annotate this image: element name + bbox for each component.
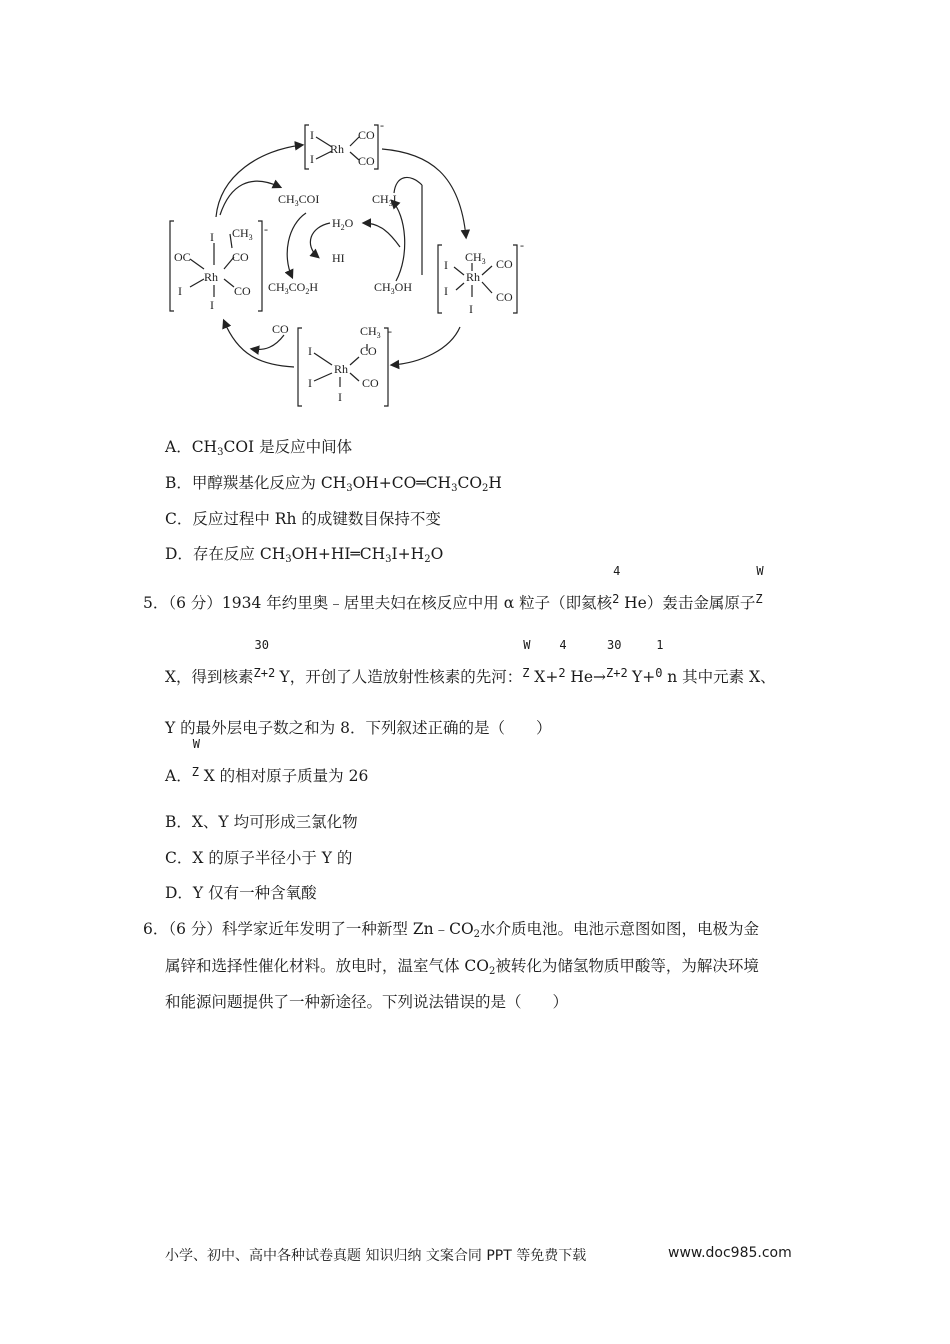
bottom-co: CO xyxy=(362,376,379,390)
bracket xyxy=(305,125,309,169)
left-ch3: $CH_3$ xyxy=(232,226,253,242)
q5-option-b: B．X、Y 均可形成三氯化物 xyxy=(165,813,358,831)
right-i3: I xyxy=(469,302,473,316)
bracket xyxy=(258,221,262,311)
left-oc: OC xyxy=(174,250,191,264)
ch3oh-label: $CH_3OH$ xyxy=(374,280,413,296)
right-charge: - xyxy=(520,238,524,252)
arrow-methanol-to-ch3i xyxy=(392,201,405,281)
bottom-charge: - xyxy=(388,324,392,338)
q5-line-2: X，得到核素 30 Z+2 Y，开创了人造放射性核素的先河： W Z X+ 4 2 He→ 30 Z+2 Y+ 1 0 n 其中元素 X、 xyxy=(165,638,776,686)
arrow-h2o xyxy=(310,223,330,257)
left-i-bottom: I xyxy=(210,298,214,312)
top-co2: CO xyxy=(358,154,375,168)
right-ch3: $CH_3$ xyxy=(465,250,486,266)
top-co1: CO xyxy=(358,128,375,142)
arrow-hi xyxy=(364,223,400,247)
bottom-rh: Rh xyxy=(334,362,349,376)
q5-option-c: C．X 的原子半径小于 Y 的 xyxy=(165,849,353,867)
q5-line-1: 5．（6 分）1934 年约里奥﹣居里夫妇在核反应中用 α 粒子（即氦核 4 2 He）轰击金属原子 W Z xyxy=(143,564,764,612)
bottom-ch3: $CH_3$ xyxy=(360,324,381,340)
bracket xyxy=(170,221,174,311)
q6-line-2: 属锌和选择性催化材料。放电时，温室气体 $CO_2$被转化为储氢物质甲酸等，为解决环境 xyxy=(165,957,759,977)
q6-line-1: 6．（6 分）科学家近年发明了一种新型 $Zn﹣CO_2$水介质电池。电池示意图如图，电极为金 xyxy=(143,920,760,940)
h2o-label: $H_2O$ xyxy=(332,216,354,232)
ch3coi-label: $CH_3COI$ xyxy=(278,192,320,208)
bottom-i1: I xyxy=(308,344,312,358)
footer-url[interactable]: www.doc985.com xyxy=(668,1245,792,1261)
top-rh: Rh xyxy=(330,142,345,156)
right-i2: I xyxy=(444,284,448,298)
ch3co2h-label: $CH_3CO_2H$ xyxy=(268,280,319,296)
bracket xyxy=(513,245,517,313)
left-acyl-co: CO xyxy=(232,250,249,264)
left-i-top: I xyxy=(210,230,214,244)
q4-option-c: C．反应过程中 Rh 的成键数目保持不变 xyxy=(165,510,441,528)
top-charge: - xyxy=(380,118,384,132)
right-i1: I xyxy=(444,258,448,272)
bottom-acyl-co: CO xyxy=(360,344,377,358)
cycle-arrow-right-to-bottom xyxy=(392,327,460,365)
right-co2: CO xyxy=(496,290,513,304)
ch3i-label: $CH_3I$ xyxy=(372,192,397,208)
q5-line-3: Y 的最外层电子数之和为 8．下列叙述正确的是（ ） xyxy=(165,719,552,737)
right-co1: CO xyxy=(496,257,513,271)
footer-text: 小学、初中、高中各种试卷真题 知识归纳 文案合同 PPT 等免费下载 xyxy=(165,1248,587,1264)
branch-arrow-to-ch3coi xyxy=(220,181,280,215)
co-input-arrow xyxy=(252,335,284,349)
left-rh: Rh xyxy=(204,270,219,284)
hi-label: HI xyxy=(332,251,345,265)
q4-option-a: A．$CH_3COI$ 是反应中间体 xyxy=(165,438,353,458)
bottom-i2: I xyxy=(308,376,312,390)
q4-option-b: B．甲醇羰基化反应为 $CH_3OH+CO═CH_3CO_2H$ xyxy=(165,474,502,494)
left-charge: - xyxy=(264,222,268,236)
q6-line-3: 和能源问题提供了一种新途径。下列说法错误的是（ ） xyxy=(165,993,569,1011)
bracket xyxy=(438,245,442,313)
right-rh: Rh xyxy=(466,270,481,284)
bracket xyxy=(384,328,388,406)
top-i1: I xyxy=(310,128,314,142)
left-i-left: I xyxy=(178,284,182,298)
arrow-ch3coi-to-acid xyxy=(287,213,306,277)
branch-arrow-ch3i-to-right xyxy=(394,177,422,193)
top-i2: I xyxy=(310,152,314,166)
bottom-i3: I xyxy=(338,390,342,404)
left-co: CO xyxy=(234,284,251,298)
q5-option-a: A． W Z X 的相对原子质量为 26 xyxy=(165,737,369,785)
q4-option-d: D．存在反应 $CH_3OH+HI═CH_3I+H_2O$ xyxy=(165,545,444,565)
catalytic-cycle-diagram xyxy=(160,115,540,415)
co-input-label: CO xyxy=(272,322,289,336)
q5-option-d: D．Y 仅有一种含氧酸 xyxy=(165,884,317,902)
bracket xyxy=(298,328,302,406)
